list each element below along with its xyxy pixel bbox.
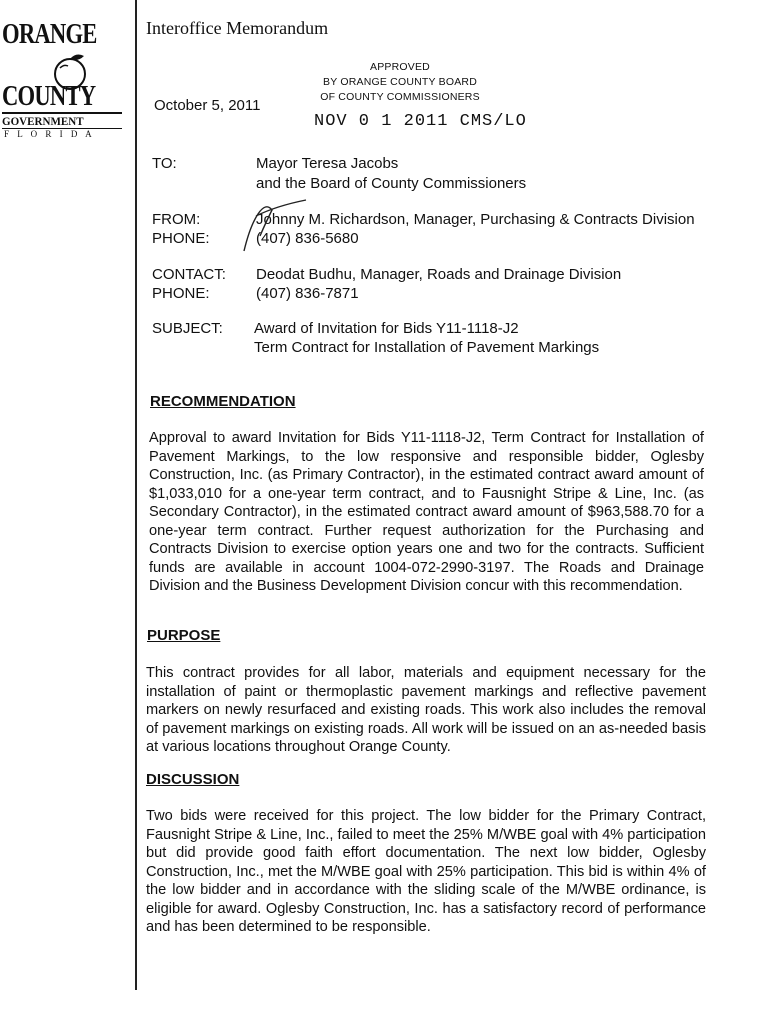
purpose-paragraph: This contract provides for all labor, materials and equipment necessary for the installation of paint or thermoplastic pavement markings and reflective pavement markers on newly resurfaced and existing roads. This work also includes the removal of pavement markings on existing roads. All work will be issued on an as-needed basis at various locations throughout Orange County.: [146, 665, 706, 755]
from-value: Johnny M. Richardson, Manager, Purchasing & Contracts Division: [256, 211, 695, 228]
approved-line: OF COUNTY COMMISSIONERS: [320, 91, 480, 103]
purpose-heading: PURPOSE: [147, 627, 221, 644]
memo-date: October 5, 2011: [154, 97, 261, 114]
margin-rule: [135, 0, 137, 990]
discussion-paragraph: Two bids were received for this project. The low bidder for the Primary Contract, Fausnight Stripe & Line, Inc., failed to meet the 25% M/WBE goal with 4% participation but did provide good faith effort documentation. The next low bidder, Oglesby Construction, Inc., met the M/WBE goal with 25% participation. This bid is within 4% of the low bidder and in accordance with the sliding scale of the M/WBE ordinance, is eligible for award. Oglesby Construction, Inc. has a satisfactory record of performance and has been determined to be responsible.: [146, 808, 706, 935]
approved-line: APPROVED: [370, 61, 430, 73]
recommendation-heading: RECOMMENDATION: [150, 393, 296, 410]
memo-title: Interoffice Memorandum: [146, 18, 329, 38]
discussion-heading: DISCUSSION: [146, 771, 240, 788]
approved-line: BY ORANGE COUNTY BOARD: [323, 76, 477, 88]
phone-value: (407) 836-7871: [256, 285, 359, 302]
to-line-1: Mayor Teresa Jacobs: [256, 155, 399, 172]
logo-government-text: GOVERNMENT: [2, 114, 84, 128]
phone-label: PHONE:: [152, 230, 210, 247]
logo-orange-text: ORANGE: [2, 18, 97, 50]
logo-florida-text: F L O R I D A: [4, 129, 95, 139]
phone-value: (407) 836-5680: [256, 230, 359, 247]
received-date-stamp: NOV 0 1 2011 CMS/LO: [314, 112, 527, 131]
to-label: TO:: [152, 155, 177, 172]
signature-scribble: [236, 196, 316, 256]
to-line-2: and the Board of County Commissioners: [256, 175, 527, 192]
approved-stamp: [300, 60, 500, 105]
contact-label: CONTACT:: [152, 266, 226, 283]
subject-line-2: Term Contract for Installation of Pavement Markings: [254, 339, 600, 356]
recommendation-paragraph: Approval to award Invitation for Bids Y11-1118-J2, Term Contract for Installation of Pavement Markings, to the low responsive and responsible bidder, Oglesby Construction, Inc. (as Primary Contractor), in the estimated contract award amount of $1,033,010 for a one-year term contract, and to Fausnight Stripe & Line, Inc. (as Secondary Contractor), in the estimated contract award amount of $963,588.70 for a one-year term contract. Further request authorization for the Purchasing and Contracts Division to exercise option years one and two for the contracts. Sufficient funds are available in account 1004-072-2990-3197. The Roads and Drainage Division and the Business Development Division concur with this recommendation.: [149, 430, 704, 594]
subject-line-1: Award of Invitation for Bids Y11-1118-J2: [254, 320, 519, 337]
phone-label: PHONE:: [152, 285, 210, 302]
logo-county-text: COUNTY: [2, 80, 96, 112]
from-label: FROM:: [152, 211, 201, 228]
orange-county-logo: [0, 18, 130, 138]
subject-label: SUBJECT:: [152, 320, 223, 337]
contact-value: Deodat Budhu, Manager, Roads and Drainage Division: [256, 266, 622, 283]
